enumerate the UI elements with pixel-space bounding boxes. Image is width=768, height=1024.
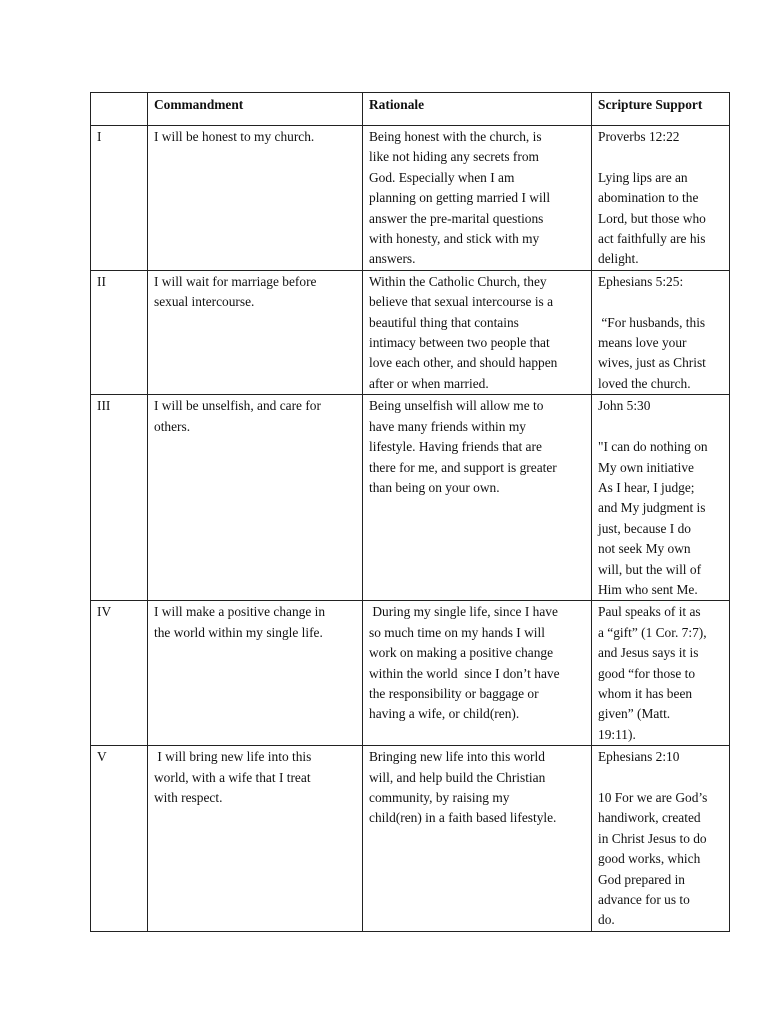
- row-number: III: [91, 395, 148, 601]
- rationale-cell: Within the Catholic Church, they believe that sexual intercourse is a beautiful thing that contains intimacy between two people that love each other, and should happen after or when married.: [363, 270, 592, 394]
- scripture-cell: Paul speaks of it as a “gift” (1 Cor. 7:7), and Jesus says it is good “for those to whom it has been given” (Matt. 19:11).: [592, 601, 730, 746]
- row-number: V: [91, 746, 148, 932]
- rationale-cell: During my single life, since I have so much time on my hands I will work on making a positive change within the world since I don’t have the responsibility or baggage or having a wife, or child(ren).: [363, 601, 592, 746]
- table-row: [91, 601, 730, 746]
- table-header-row: [91, 93, 730, 126]
- commandment-cell: I will be honest to my church.: [148, 126, 363, 271]
- scripture-cell: Proverbs 12:22 Lying lips are an abomination to the Lord, but those who act faithfully are his delight.: [592, 126, 730, 271]
- commandment-cell: I will bring new life into this world, with a wife that I treat with respect.: [148, 746, 363, 932]
- commandment-cell: I will make a positive change in the world within my single life.: [148, 601, 363, 746]
- commandments-table: [90, 92, 730, 932]
- table-row: [91, 395, 730, 601]
- scripture-cell: Ephesians 5:25: “For husbands, this means love your wives, just as Christ loved the church.: [592, 270, 730, 394]
- header-scripture-support: Scripture Support: [592, 93, 730, 126]
- rationale-cell: Being honest with the church, is like not hiding any secrets from God. Especially when I am planning on getting married I will answer the pre-marital questions with honesty, and stick with my answers.: [363, 126, 592, 271]
- rationale-cell: Bringing new life into this world will, and help build the Christian community, by raising my child(ren) in a faith based lifestyle.: [363, 746, 592, 932]
- rationale-cell: Being unselfish will allow me to have many friends within my lifestyle. Having friends that are there for me, and support is greater than being on your own.: [363, 395, 592, 601]
- table-row: [91, 270, 730, 394]
- row-number: IV: [91, 601, 148, 746]
- table-row: [91, 126, 730, 271]
- scripture-cell: Ephesians 2:10 10 For we are God’s handiwork, created in Christ Jesus to do good works, which God prepared in advance for us to do.: [592, 746, 730, 932]
- header-number: [91, 93, 148, 126]
- scripture-cell: John 5:30 "I can do nothing on My own initiative As I hear, I judge; and My judgment is just, because I do not seek My own will, but the will of Him who sent Me.: [592, 395, 730, 601]
- commandment-cell: I will be unselfish, and care for others.: [148, 395, 363, 601]
- header-rationale: Rationale: [363, 93, 592, 126]
- row-number: II: [91, 270, 148, 394]
- header-commandment: Commandment: [148, 93, 363, 126]
- table-row: [91, 746, 730, 932]
- row-number: I: [91, 126, 148, 271]
- commandment-cell: I will wait for marriage before sexual intercourse.: [148, 270, 363, 394]
